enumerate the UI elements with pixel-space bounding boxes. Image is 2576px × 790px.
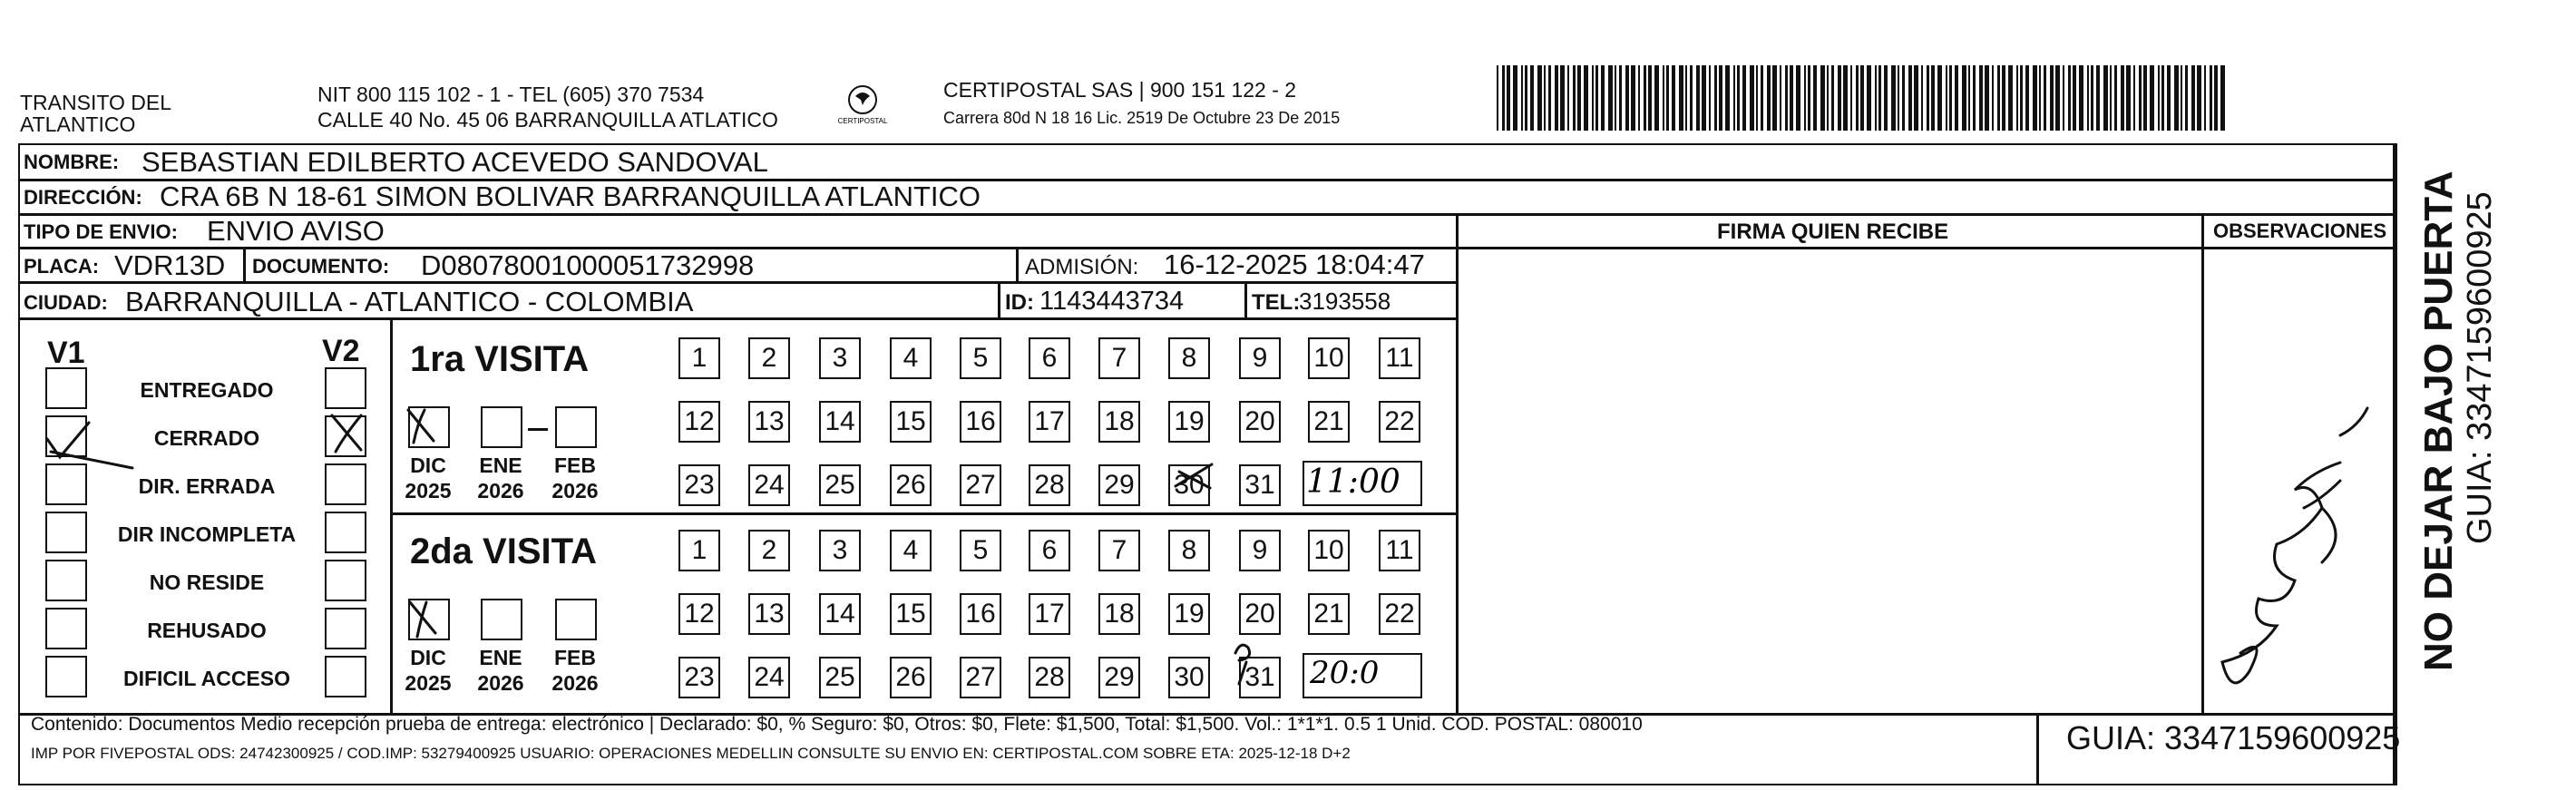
day-box[interactable]: 7 [1098,337,1140,379]
day-box[interactable]: 19 [1168,593,1210,635]
day-box[interactable]: 15 [890,401,932,443]
day-box[interactable]: 3 [819,530,861,571]
day-box[interactable]: 23 [678,464,720,506]
status-option-label: DIR INCOMPLETA [117,522,297,546]
day-box[interactable]: 16 [960,401,1001,443]
visit2-dic-check [410,602,435,637]
year-label: 2026 [551,479,599,502]
day-box[interactable]: 21 [1308,401,1350,443]
visit1-time-handwritten: 11:00 [1306,463,1400,501]
day-box[interactable]: 11 [1379,337,1420,379]
day-box[interactable]: 24 [748,657,790,698]
day-box[interactable]: 24 [748,464,790,506]
day-box[interactable]: 7 [1098,530,1140,571]
year-label: 2025 [405,479,452,502]
day-box[interactable]: 4 [890,530,932,571]
day-box[interactable]: 17 [1029,401,1070,443]
status-option-label: DIR. ERRADA [138,474,276,498]
month-label: ENE [479,454,522,477]
day-box[interactable]: 31 [1239,464,1281,506]
day-box[interactable]: 14 [819,593,861,635]
day-box[interactable]: 29 [1098,464,1140,506]
day-box[interactable]: 12 [678,593,720,635]
logo-wordmark: CERTIPOSTAL [837,117,888,125]
day-box[interactable]: 23 [678,657,720,698]
tipo-envio-label: TIPO DE ENVIO: [24,220,178,243]
day-box[interactable]: 25 [819,464,861,506]
tel-value: 3193558 [1299,288,1391,315]
month-label: FEB [554,454,596,477]
status-option-label: REHUSADO [147,619,267,642]
day-box[interactable]: 3 [819,337,861,379]
nombre-label: NOMBRE: [24,151,120,173]
ciudad-label: CIUDAD: [24,291,108,314]
day-box[interactable]: 20 [1239,593,1281,635]
day-box[interactable]: 1 [678,337,720,379]
day-box[interactable]: 12 [678,401,720,443]
day-box[interactable]: 25 [819,657,861,698]
documento-value: D08078001000051732998 [421,249,755,281]
visit2-time-handwritten: 20:0 [1310,655,1380,691]
day-box[interactable]: 18 [1098,401,1140,443]
day-box[interactable]: 9 [1239,337,1281,379]
day-box[interactable]: 30 [1168,657,1210,698]
day-box[interactable]: 6 [1029,530,1070,571]
issuer-nit: NIT 800 115 102 - 1 - TEL (605) 370 7534 [317,83,705,106]
direccion-label: DIRECCIÓN: [24,186,142,209]
day-box[interactable]: 10 [1308,530,1350,571]
day-box[interactable]: 27 [960,464,1001,506]
day-box[interactable]: 2 [748,337,790,379]
admision-value: 16-12-2025 18:04:47 [1164,249,1425,280]
month-label: DIC [410,454,446,477]
day-box[interactable]: 4 [890,337,932,379]
day-box[interactable]: 30 [1168,464,1210,506]
v2-cerrado-x [332,415,361,452]
placa-value: VDR13D [114,249,226,281]
tipo-envio-value: ENVIO AVISO [207,215,385,247]
month-label: DIC [410,646,446,669]
day-box[interactable]: 9 [1239,530,1281,571]
day-box[interactable]: 29 [1098,657,1140,698]
day-box[interactable]: 15 [890,593,932,635]
status-option-label: ENTREGADO [140,378,274,402]
day-box[interactable]: 8 [1168,530,1210,571]
day-box[interactable]: 13 [748,593,790,635]
courier-address: Carrera 80d N 18 16 Lic. 2519 De Octubre 23 De 2015 [943,109,1341,127]
year-label: 2026 [551,671,599,695]
day-box[interactable]: 27 [960,657,1001,698]
admision-label: ADMISIÓN: [1025,255,1139,279]
day-box[interactable]: 28 [1029,464,1070,506]
month-label: ENE [479,646,522,669]
id-value: 1143443734 [1039,287,1185,316]
status-option-label: NO RESIDE [149,571,265,594]
day-box[interactable]: 31 [1239,657,1281,698]
visit-title: 2da VISITA [410,532,597,571]
issuer-name-line1: TRANSITO DEL [20,91,171,114]
day-box[interactable]: 22 [1379,593,1420,635]
issuer-address: CALLE 40 No. 45 06 BARRANQUILLA ATLATICO [317,108,778,132]
visit1-day30-mark [1176,464,1212,488]
day-box[interactable]: 13 [748,401,790,443]
month-label: FEB [554,646,596,669]
day-box[interactable]: 8 [1168,337,1210,379]
direccion-value: CRA 6B N 18-61 SIMON BOLIVAR BARRANQUILLA ATLANTICO [160,180,981,212]
no-dejar-bajo-puerta: NO DEJAR BAJO PUERTA [2416,171,2461,671]
year-label: 2026 [477,671,524,695]
day-box[interactable]: 6 [1029,337,1070,379]
day-box[interactable]: 19 [1168,401,1210,443]
day-box[interactable]: 5 [960,530,1001,571]
visit-title: 1ra VISITA [410,339,590,379]
day-box[interactable]: 14 [819,401,861,443]
tel-label: TEL: [1252,290,1301,315]
id-label: ID: [1005,290,1034,315]
day-box[interactable]: 5 [960,337,1001,379]
placa-label: PLACA: [24,255,100,278]
day-box[interactable]: 22 [1379,401,1420,443]
year-label: 2025 [405,671,452,695]
visit1-dic-check [408,410,434,443]
day-box[interactable]: 26 [890,464,932,506]
v2-header: V2 [322,334,360,368]
side-guia: GUIA: 3347159600925 [2461,191,2499,544]
courier-name: CERTIPOSTAL SAS | 900 151 122 - 2 [943,78,1297,102]
issuer-name-line2: ATLANTICO [20,112,136,136]
day-box[interactable]: 16 [960,593,1001,635]
nombre-value: SEBASTIAN EDILBERTO ACEVEDO SANDOVAL [141,146,768,178]
day-box[interactable]: 28 [1029,657,1070,698]
imp-line: IMP POR FIVEPOSTAL ODS: 24742300925 / COD.IMP: 53279400925 USUARIO: OPERACIONES MEDELLIN CONSULTE SU ENVIO EN: CERTIPOSTAL.COM SOBRE ETA: 2025-12-18 D+2 [31,745,1351,762]
year-label: 2026 [477,479,524,502]
day-box[interactable]: 1 [678,530,720,571]
day-box[interactable]: 26 [890,657,932,698]
footer-guia: GUIA: 3347159600925 [2066,719,2401,756]
day-box[interactable]: 10 [1308,337,1350,379]
status-option-label: DIFICIL ACCESO [122,667,291,690]
visit2-day31-mark [1235,645,1250,684]
day-box[interactable]: 11 [1379,530,1420,571]
day-box[interactable]: 20 [1239,401,1281,443]
status-option-label: CERRADO [153,426,260,450]
observaciones-header: OBSERVACIONES [2213,219,2387,242]
firma-header: FIRMA QUIEN RECIBE [1717,219,1949,244]
documento-label: DOCUMENTO: [252,255,390,278]
day-box[interactable]: 18 [1098,593,1140,635]
day-box[interactable]: 17 [1029,593,1070,635]
v1-header: V1 [47,336,85,370]
ciudad-value: BARRANQUILLA - ATLANTICO - COLOMBIA [125,286,694,317]
day-box[interactable]: 2 [748,530,790,571]
contenido-line: Contenido: Documentos Medio recepción prueba de entrega: electrónico | Declarado: $0, % Seguro: $0, Otros: $0, Flete: $1,500, Total: $1,500. Vol.: 1*1*1. 0.5 1 Unid. COD. POSTAL: 080010 [31,714,1643,735]
day-box[interactable]: 21 [1308,593,1350,635]
